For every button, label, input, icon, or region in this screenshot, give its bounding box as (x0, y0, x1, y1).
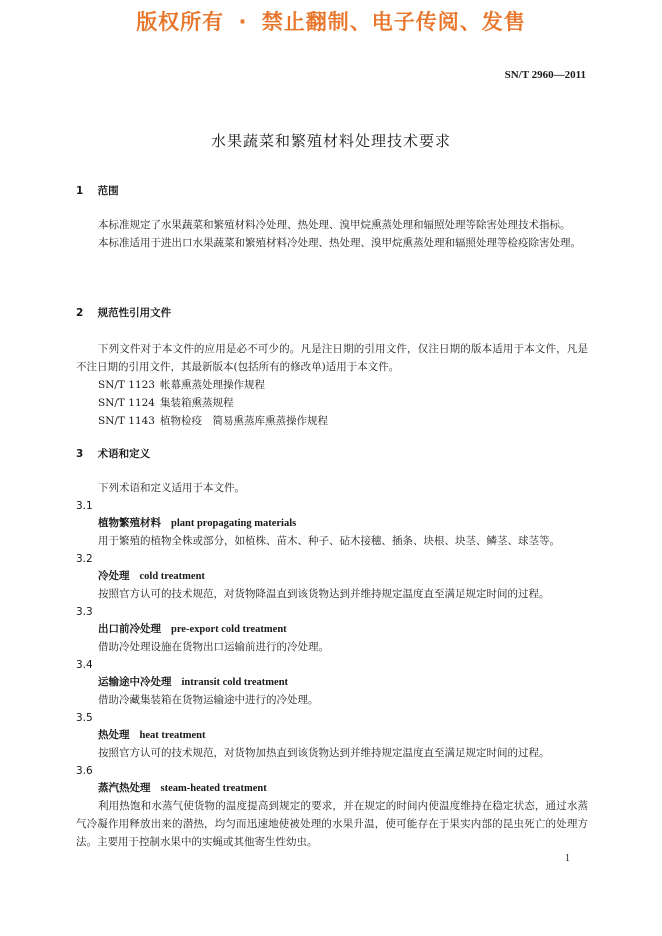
section-number: 1 (76, 185, 84, 197)
term-chinese: 蒸汽热处理 (98, 782, 151, 794)
term-english: intransit cold treatment (181, 677, 289, 688)
section-number: 2 (76, 307, 84, 319)
paragraph: 下列术语和定义适用于本文件。 (98, 482, 245, 494)
term-heading (76, 674, 588, 691)
term-number: 3.5 (76, 712, 93, 724)
term-number: 3.2 (76, 553, 93, 565)
term-english: plant propagating materials (171, 518, 297, 529)
term-heading (76, 780, 588, 797)
section-heading (76, 445, 588, 463)
reference-code: SN/T 1124 (98, 397, 155, 409)
section-title: 术语和定义 (97, 448, 151, 460)
term-chinese: 冷处理 (98, 570, 130, 582)
reference-name: 植物检疫 简易熏蒸库熏蒸操作规程 (160, 415, 328, 427)
paragraph: 本标准适用于进出口水果蔬菜和繁殖材料冷处理、热处理、溴甲烷熏蒸处理和辐照处理等检疫除害处理。 (98, 237, 581, 249)
page-number: 1 (565, 853, 570, 864)
paragraph: 下列文件对于本文件的应用是必不可少的。凡是注日期的引用文件，仅注日期的版本适用于本文件，凡是不注日期的引用文件，其最新版本(包括所有的修改单)适用于本文件。 (76, 343, 588, 373)
term-number: 3.1 (76, 500, 93, 512)
term-definition: 按照官方认可的技术规范，对货物降温直到该货物达到并维持规定温度直至满足规定时间的过程。 (98, 588, 550, 600)
reference-item (76, 394, 588, 412)
reference-code: SN/T 1123 (98, 379, 155, 391)
term-english: steam-heated treatment (160, 783, 267, 794)
term-definition: 借助冷处理设施在货物出口运输前进行的冷处理。 (98, 641, 329, 653)
standard-code: SN/T 2960—2011 (504, 69, 586, 81)
term-heading (76, 727, 588, 744)
term-chinese: 出口前冷处理 (98, 623, 161, 635)
term-english: pre-export cold treatment (171, 624, 287, 635)
section-scope (76, 182, 588, 252)
reference-name: 集装箱熏蒸规程 (160, 397, 234, 409)
reference-item (76, 376, 588, 394)
document-title: 水果蔬菜和繁殖材料处理技术要求 (210, 132, 451, 150)
term-chinese: 植物繁殖材料 (98, 517, 161, 529)
term-number: 3.3 (76, 606, 93, 618)
section-heading (76, 182, 588, 200)
section-normative-references (76, 304, 588, 430)
section-number: 3 (76, 448, 84, 460)
term-heading (76, 621, 588, 638)
term-chinese: 热处理 (98, 729, 130, 741)
term-chinese: 运输途中冷处理 (98, 676, 172, 688)
reference-item (76, 412, 588, 430)
term-definition: 利用热饱和水蒸气使货物的温度提高到规定的要求，并在规定的时间内使温度维持在稳定状态，通过水蒸气冷凝作用释放出来的潜热，均匀而迅速地使被处理的水果升温，使可能存在于果实内部的昆虫死亡的处理方法。主要用于控制水果中的实蝇或其他寄生性幼虫。 (76, 800, 588, 848)
section-title: 范围 (97, 185, 119, 197)
term-heading (76, 568, 588, 585)
term-definition: 按照官方认可的技术规范，对货物加热直到该货物达到并维持规定温度直至满足规定时间的过程。 (98, 747, 550, 759)
term-number: 3.6 (76, 765, 93, 777)
section-heading (76, 304, 588, 322)
reference-code: SN/T 1143 (98, 415, 155, 427)
section-terms-and-definitions (76, 445, 588, 851)
term-english: heat treatment (139, 730, 206, 741)
term-definition: 借助冷藏集装箱在货物运输途中进行的冷处理。 (98, 694, 319, 706)
reference-name: 帐幕熏蒸处理操作规程 (160, 379, 265, 391)
copyright-watermark: 版权所有 · 禁止翻制、电子传阅、发售 (136, 10, 526, 34)
section-title: 规范性引用文件 (97, 307, 172, 319)
term-heading (76, 515, 588, 532)
paragraph: 本标准规定了水果蔬菜和繁殖材料冷处理、热处理、溴甲烷熏蒸处理和辐照处理等除害处理技术指标。 (98, 219, 571, 231)
term-definition: 用于繁殖的植物全株或部分，如植株、苗木、种子、砧木接穗、插条、块根、块茎、鳞茎、球茎等。 (98, 535, 560, 547)
term-english: cold treatment (139, 571, 205, 582)
term-number: 3.4 (76, 659, 93, 671)
